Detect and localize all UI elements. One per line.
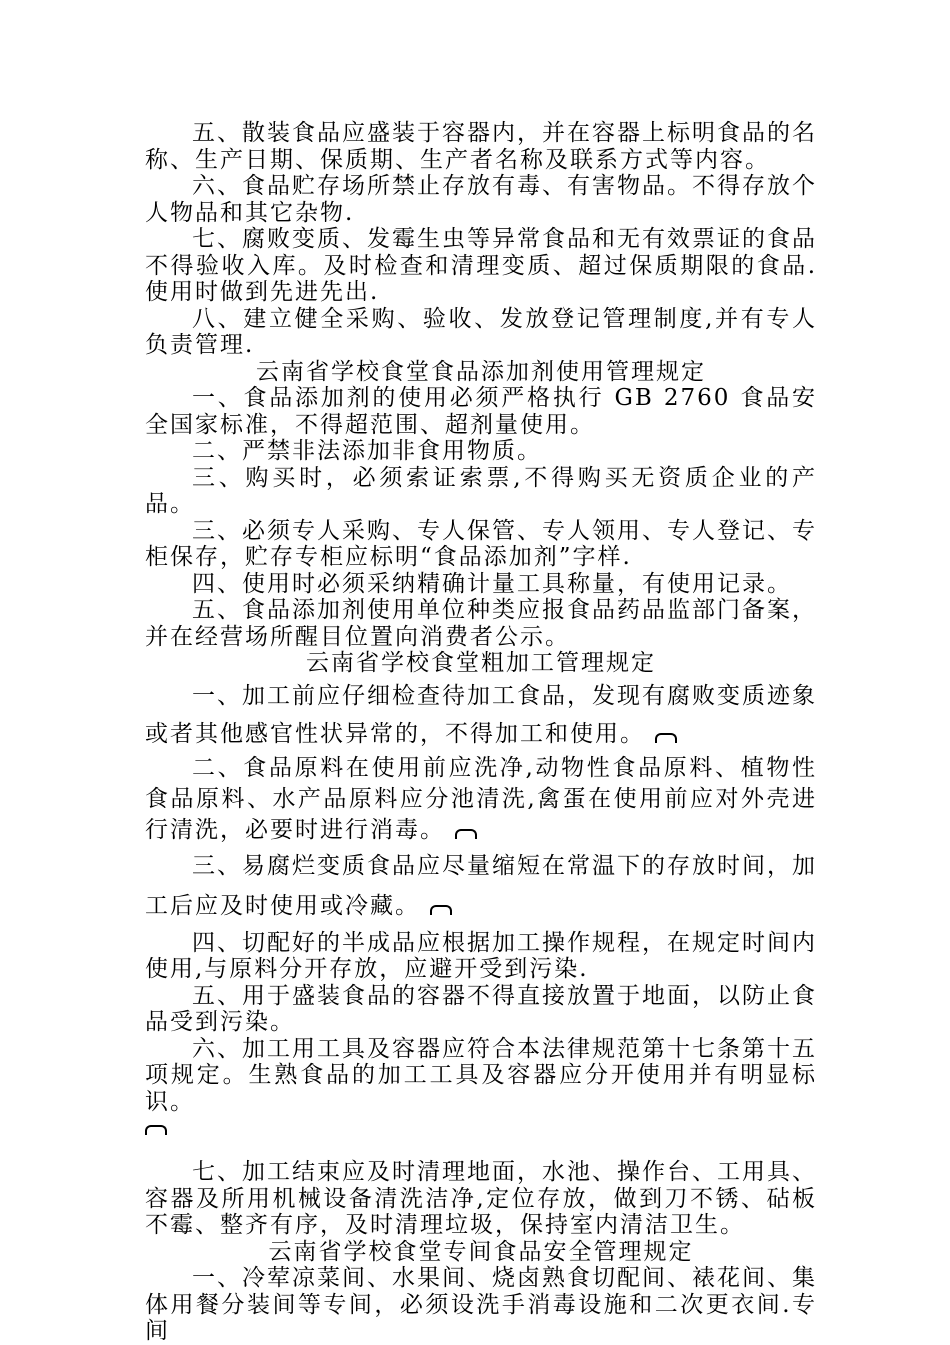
section-title: 云南省学校食堂专间食品安全管理规定 <box>268 1238 694 1265</box>
paragraph: 三、必须专人采购、专人保管、专人领用、专人登记、专柜保存，贮存专柜应标明“食品添加剂”字样. <box>145 517 817 570</box>
paragraph: 六、加工用工具及容器应符合本法律规范第十七条第十五项规定。生熟食品的加工工具及容器应分开使用并有明显标识。 <box>145 1035 817 1115</box>
paragraph: 三、购买时，必须索证索票,不得购买无资质企业的产品。 <box>145 464 817 517</box>
paragraph-mark-icon <box>655 733 677 743</box>
paragraph: 四、使用时必须采纳精确计量工具称量，有使用记录。 <box>192 570 792 597</box>
paragraph: 六、食品贮存场所禁止存放有毒、有害物品。不得存放个人物品和其它杂物. <box>145 173 817 226</box>
section-title: 云南省学校食堂食品添加剂使用管理规定 <box>256 358 706 385</box>
section-title: 云南省学校食堂粗加工管理规定 <box>306 650 656 676</box>
paragraph-mark-line <box>145 1115 817 1155</box>
paragraph <box>145 753 817 846</box>
paragraph <box>145 677 817 753</box>
paragraph-text: 二、食品原料在使用前应洗净,动物性食品原料、植物性食品原料、水产品原料应分池清洗,禽蛋在使用前应对外壳进行清洗，必要时进行消毒。 <box>145 754 817 843</box>
paragraph-mark-icon <box>145 1125 167 1135</box>
paragraph-text: 一、加工前应仔细检查待加工食品，发现有腐败变质迹象或者其他感官性状异常的，不得加工和使用。 <box>145 682 817 747</box>
paragraph: 七、加工结束应及时清理地面，水池、操作台、工用具、容器及所用机械设备清洗洁净,定位存放，做到刀不锈、砧板不霉、整齐有序，及时清理垃圾，保持室内清洁卫生。 <box>145 1159 817 1238</box>
paragraph: 五、用于盛装食品的容器不得直接放置于地面，以防止食品受到污染。 <box>145 982 817 1035</box>
paragraph-text: 三、易腐烂变质食品应尽量缩短在常温下的存放时间，加工后应及时使用或冷藏。 <box>145 852 817 919</box>
paragraph: 七、腐败变质、发霉生虫等异常食品和无有效票证的食品不得验收入库。及时检查和清理变质、超过保质期限的食品.使用时做到先进先出. <box>145 226 817 305</box>
paragraph-mark-icon <box>455 829 477 839</box>
paragraph: 八、建立健全采购、验收、发放登记管理制度,并有专人负责管理. <box>145 305 817 358</box>
paragraph-mark-icon <box>430 905 452 915</box>
document-body <box>145 120 817 1345</box>
paragraph: 一、冷荤凉菜间、水果间、烧卤熟食切配间、裱花间、集体用餐分装间等专间，必须设洗手消毒设施和二次更衣间.专间 <box>145 1265 817 1344</box>
paragraph: 五、食品添加剂使用单位种类应报食品药品监部门备案，并在经营场所醒目位置向消费者公示。 <box>145 597 817 650</box>
paragraph: 四、切配好的半成品应根据加工操作规程，在规定时间内使用,与原料分开存放，应避开受到污染. <box>145 929 817 982</box>
paragraph: 一、食品添加剂的使用必须严格执行 GB 2760 食品安全国家标准，不得超范围、超剂量使用。 <box>145 385 817 438</box>
paragraph: 五、散装食品应盛装于容器内，并在容器上标明食品的名称、生产日期、保质期、生产者名称及联系方式等内容。 <box>145 120 817 173</box>
paragraph <box>145 846 817 926</box>
paragraph: 二、严禁非法添加非食用物质。 <box>192 438 542 464</box>
